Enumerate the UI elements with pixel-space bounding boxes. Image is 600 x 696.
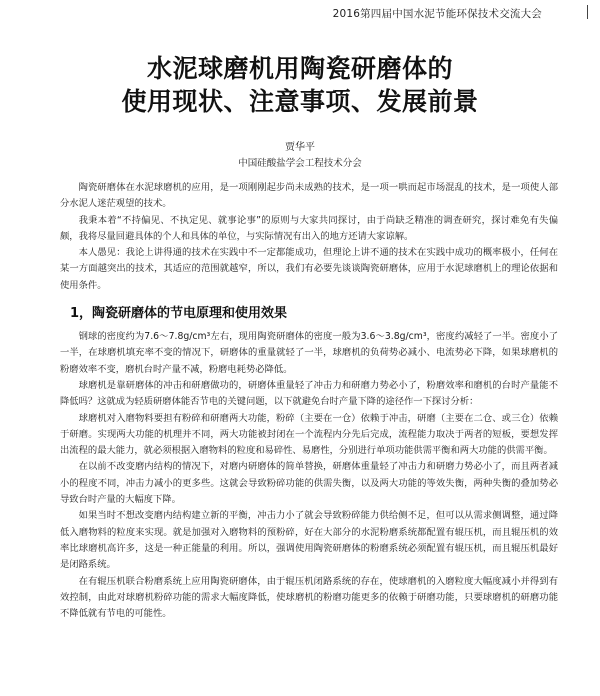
paper-body [60, 180, 558, 622]
title-line-2: 使用现状、注意事项、发展前景 [121, 87, 479, 116]
page-edge-mark [587, 5, 588, 19]
section-1-paragraph: 在以前不改变磨内结构的情况下，对磨内研磨体的简单替换，研磨体重量轻了冲击力和研磨力势必小了，而且两者减小的程度不同，冲击力减小的更多些。这就会导致粉碎功能的供需失衡，以及两大功能的等效失衡，两种失衡的叠加势必导致台时产量的大幅度下降。 [60, 461, 558, 506]
intro-paragraph: 本人愚见：我论上讲得通的技术在实践中不一定都能成功，但理论上讲不通的技术在实践中成功的概率极小，任何在某一方面越突出的技术，其适应的范围就越窄，所以，我们有必要先谈谈陶瓷研磨体，应用于水泥球磨机上的理论依据和使用条件。 [60, 247, 558, 291]
author-name: 贾华平 [285, 142, 315, 153]
section-1-paragraph: 钢球的密度约为7.6～7.8g/cm³左右，现用陶瓷研磨体的密度一般为3.6～3.8g/cm³，密度约减轻了一半。密度小了一半，在球磨机填充率不变的情况下，研磨体的重量就轻了一半，球磨机的负荷势必减小、电流势必下降，如果球磨机的粉磨效率不变，磨机台时产量不减，粉磨电耗势必降低。 [60, 331, 558, 375]
conference-name: 2016第四届中国水泥节能环保技术交流大会 [332, 8, 542, 20]
section-1-paragraph: 球磨机是靠研磨体的冲击和研磨做功的，研磨体重量轻了冲击力和研磨力势必小了，粉磨效率和磨机的台时产量能不降低吗？这就成为轻质研磨体能否节电的关键问题，以下就避免台时产量下降的途径作一下探讨分析： [60, 379, 558, 408]
author-affiliation: 中国硅酸盐学会工程技术分会 [238, 158, 362, 169]
paper-title [0, 52, 600, 118]
intro-paragraph: 陶瓷研磨体在水泥球磨机的应用，是一项刚刚起步尚未成熟的技术，是一项一哄而起市场混乱的技术，是一项使人部分水泥人迷茫观望的技术。 [60, 182, 558, 210]
title-line-1: 水泥球磨机用陶瓷研磨体的 [146, 54, 453, 83]
running-header [0, 6, 600, 22]
intro-paragraph: 我秉本着“不持偏见、不执定见、就事论事”的原则与大家共同探讨，由于尚缺乏精准的调查研究，探讨难免有失偏颇，我将尽量回避具体的个人和具体的单位，与实际情况有出入的地方还请大家谅解。 [60, 214, 558, 242]
section-1-paragraph: 如果当时不想改变磨内结构建立新的平衡，冲击力小了就会导致粉碎能力供给侧不足，但可以从需求侧调整，通过降低入磨物料的粒度来实现。就是加强对入磨物料的预粉碎，好在大部分的水泥粉磨系统都配置有辊压机，而且辊压机的效率比球磨机高许多，这是一种正能量的利用。所以，强调使用陶瓷研磨体的粉磨系统必须配置有辊压机，而且辊压机最好是闭路系统。 [60, 510, 558, 571]
section-1-paragraph: 球磨机对入磨物料要担有粉碎和研磨两大功能，粉碎（主要在一仓）依赖于冲击，研磨（主要在二仓、或三仓）依赖于研磨。实现两大功能的机理并不同，两大功能被封闭在一个流程内分先后完成，流程能力取决于两者的短板，要想发挥出流程的最大能力，就必须根据入磨物料的粒度和易碎性、易磨性，分别进行单项功能供需平衡和两大功能的供需平衡。 [60, 412, 558, 457]
section-1-heading: 1，陶瓷研磨体的节电原理和使用效果 [70, 306, 288, 322]
section-1-paragraph: 在有辊压机联合粉磨系统上应用陶瓷研磨体，由于辊压机闭路系统的存在，使球磨机的入磨粒度大幅度减小并得到有效控制，由此对球磨机粉碎功能的需求大幅度降低，使球磨机的粉磨功能更多的依赖于研磨功能，只要球磨机的研磨功能不降低就有节电的可能性。 [60, 575, 558, 620]
